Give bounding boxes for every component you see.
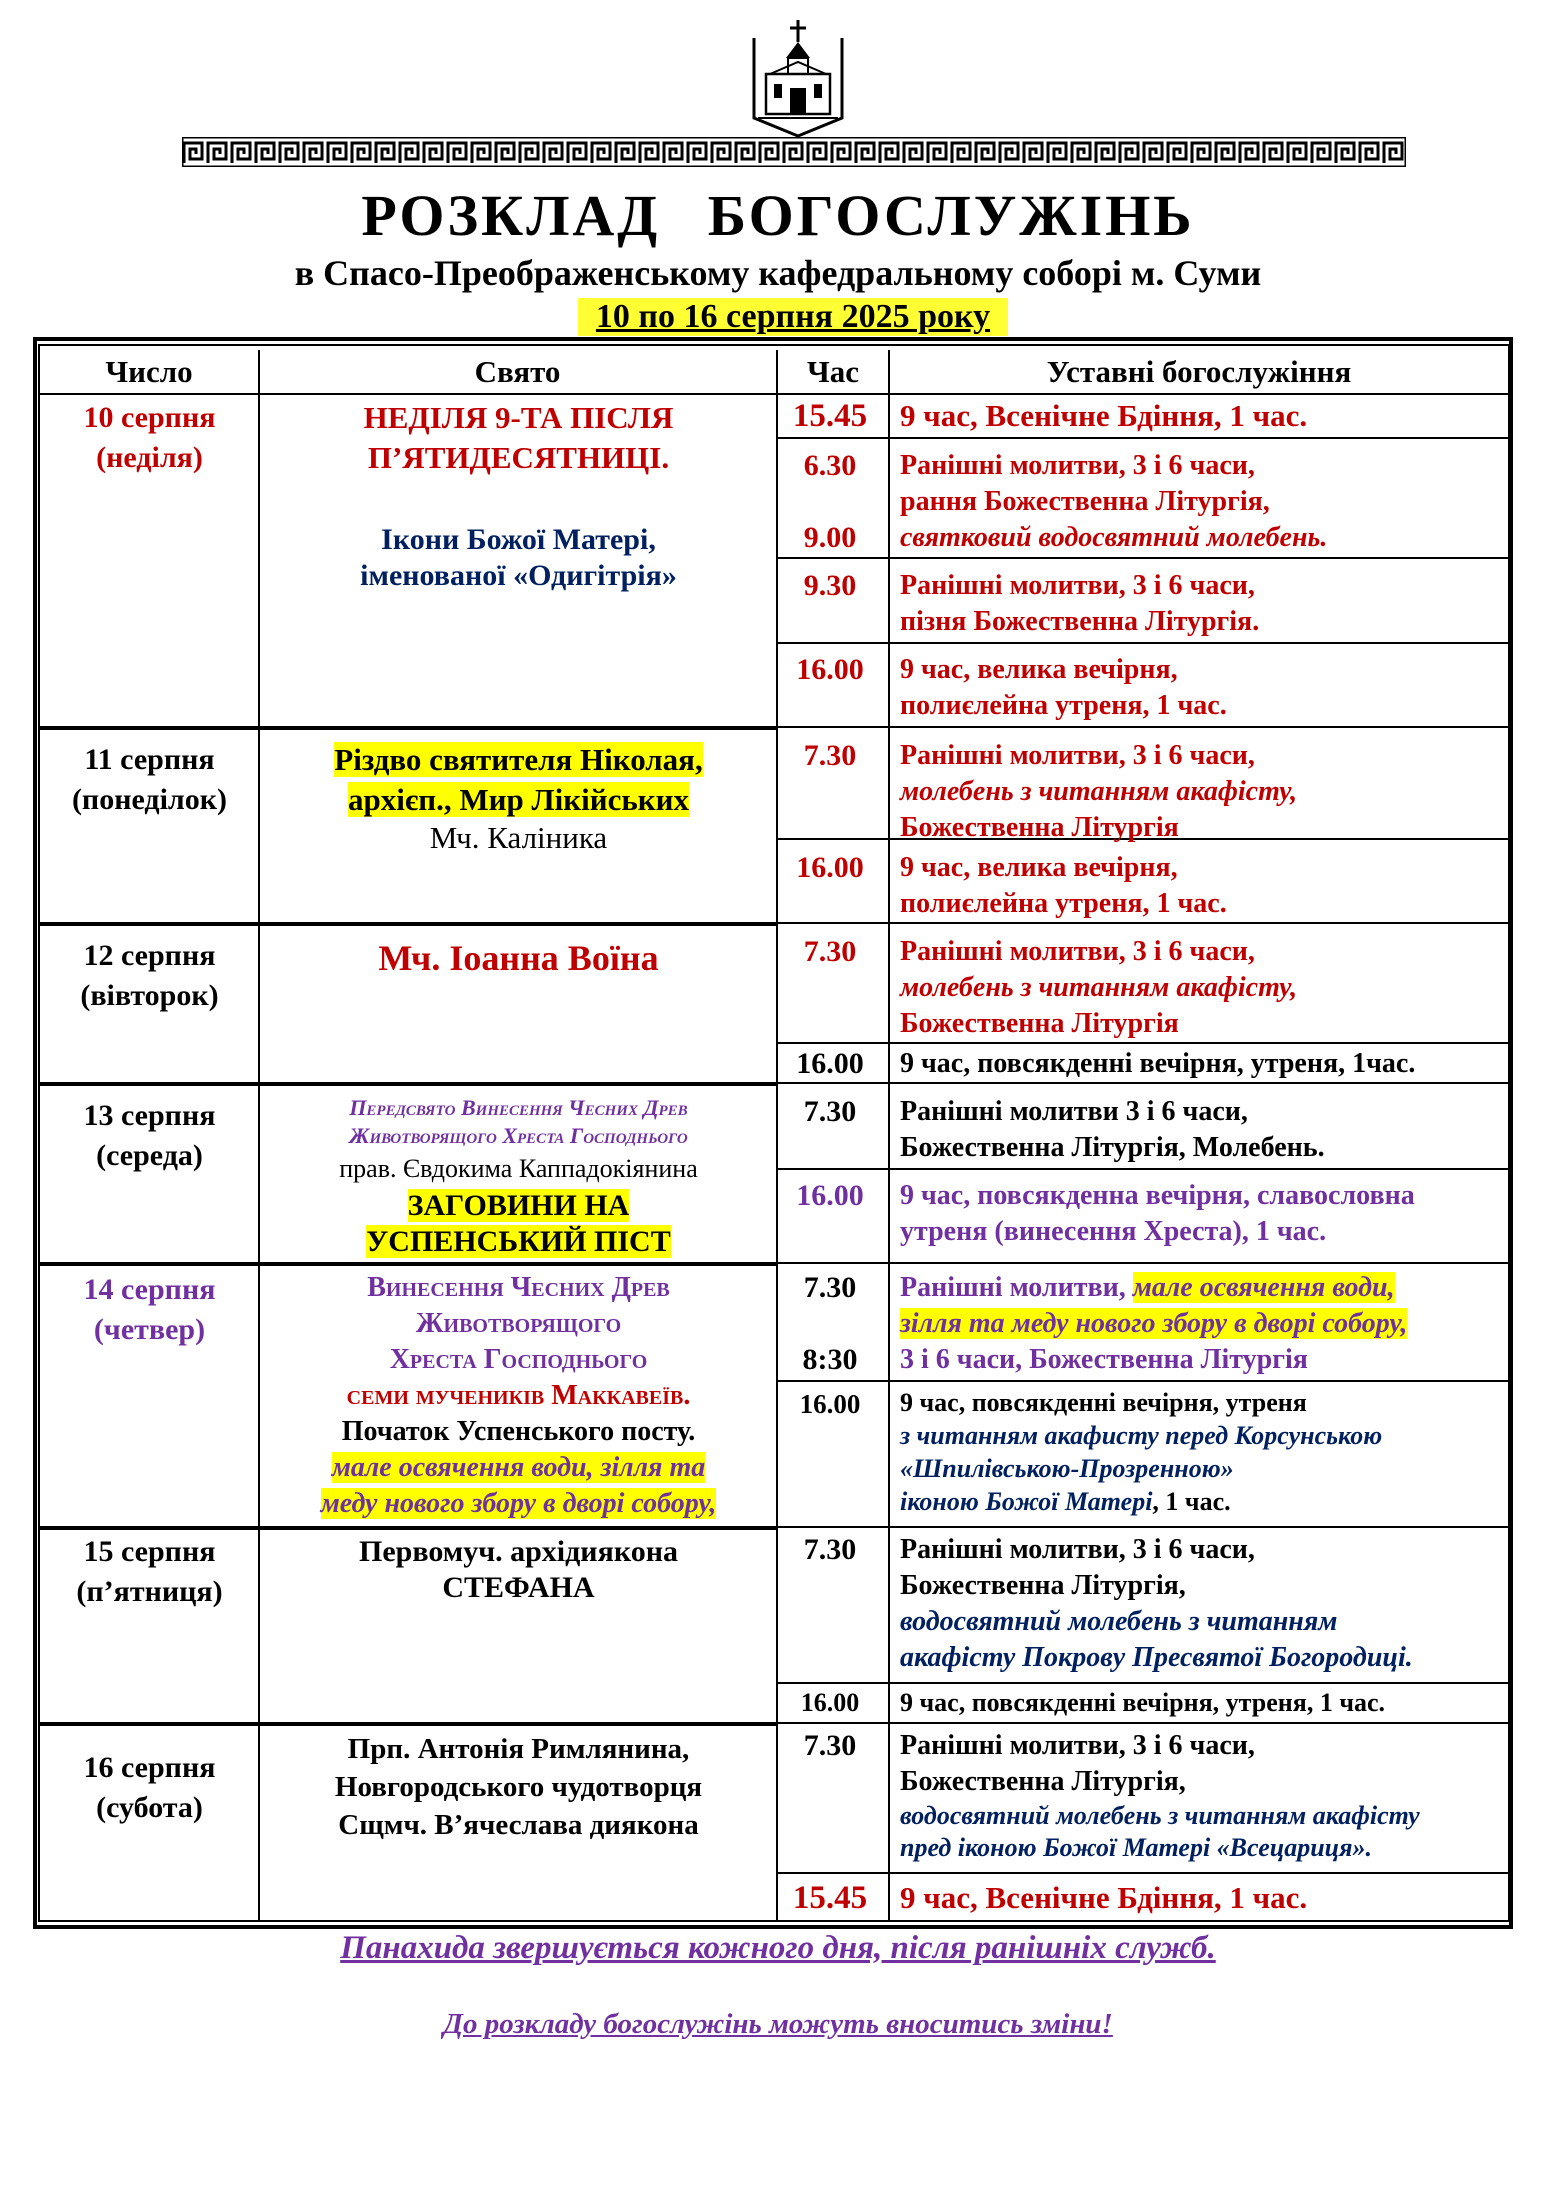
feast-name: Ікони Божої Матері, іменованої «Одигітрія»: [360, 523, 677, 592]
row-divider: [776, 1042, 1510, 1044]
row-divider: [776, 437, 1510, 439]
row-divider: [776, 1082, 1510, 1084]
service-time: 7.30: [803, 1533, 857, 1566]
feast-name: семи мучеників Маккавеїв.: [346, 1380, 691, 1411]
service-time: 7.30: [803, 1271, 857, 1304]
service-time: 16.00: [796, 653, 864, 686]
column-header-date: Число: [105, 354, 193, 389]
service-time: 16.00: [796, 1179, 864, 1212]
row-divider: [776, 1682, 1510, 1684]
service-description: Ранішні молитви, 3 і 6 часи, Божественна Літургія, водосвятний молебень з читанням акафісту Покрову Пресвятої Богородиці.: [900, 1534, 1413, 1673]
column-divider: [776, 350, 778, 1922]
day-divider: [40, 1722, 776, 1726]
service-description: 9 час, повсякденна вечірня, славословна утреня (винесення Хреста), 1 час.: [900, 1180, 1415, 1247]
column-header-services: Уставні богослужіння: [1046, 354, 1352, 389]
day-date: 14 серпня (четвер): [83, 1273, 216, 1346]
feast-name: Різдво святителя Ніколая, архієп., Мир Лікійських Мч. Каліника: [334, 742, 703, 855]
feast-name: прав. Євдокима Каппадокіянина: [339, 1154, 698, 1183]
service-time: 16.00: [799, 1389, 861, 1419]
day-divider: [40, 922, 776, 926]
column-header-feast: Свято: [474, 354, 561, 389]
feast-name: Передсвято Винесення Чесних Древ Животворящого Хреста Господнього: [349, 1095, 688, 1148]
day-divider: [40, 1082, 776, 1086]
feast-name: ЗАГОВИНИ НА УСПЕНСЬКИЙ ПІСТ: [366, 1189, 671, 1258]
day-divider: [40, 1526, 776, 1530]
column-header-time: Час: [806, 354, 859, 389]
feast-name: Початок Успенського посту.: [341, 1416, 696, 1447]
service-description: Ранішні молитви, 3 і 6 часи, рання Божественна Літургія, святковий водосвятний молебень.: [900, 450, 1328, 553]
service-description: Ранішні молитви, 3 і 6 часи, пізня Божественна Літургія.: [900, 570, 1260, 637]
service-time: 6.30: [803, 449, 857, 482]
row-divider: [776, 1262, 1510, 1264]
row-divider: [776, 1722, 1510, 1724]
greek-key-border: [182, 137, 1406, 167]
day-date: 15 серпня (п’ятниця): [76, 1535, 223, 1608]
date-range: 10 по 16 серпня 2025 року: [578, 298, 1008, 336]
service-description: 9 час, повсякденні вечірня, утреня, 1час.: [900, 1048, 1416, 1079]
row-divider: [776, 1526, 1510, 1528]
day-date: 11 серпня (понеділок): [71, 743, 228, 816]
page-title: РОЗКЛАД БОГОСЛУЖІНЬ: [361, 183, 1195, 248]
row-divider: [40, 393, 1510, 395]
service-description: 9 час, повсякденні вечірня, утреня з читанням акафисту перед Корсунською «Шпилівською-Прозренною» іконою Божої Матері, 1 час.: [900, 1388, 1383, 1516]
row-divider: [776, 1380, 1510, 1382]
service-description: 9 час, Всенічне Бдіння, 1 час.: [900, 398, 1308, 433]
service-description: Ранішні молитви, 3 і 6 часи, Божественна Літургія, водосвятний молебень з читанням акафісту пред іконою Божої Матері «Всецариця».: [900, 1730, 1420, 1862]
cathedral-logo: [750, 18, 846, 138]
feast-name: Первомуч. архідиякона СТЕФАНА: [359, 1535, 678, 1604]
service-description: Ранішні молитви, мале освячення води, зілля та меду нового збору в дворі собору, 3 і 6 часи, Божественна Літургія: [900, 1272, 1408, 1375]
day-divider: [40, 1262, 776, 1266]
service-time: 16.00: [800, 1688, 860, 1717]
service-description: 9 час, повсякденні вечірня, утреня, 1 час.: [900, 1688, 1386, 1717]
service-time: 16.00: [796, 1047, 864, 1080]
service-time: 7.30: [803, 1729, 857, 1762]
row-divider: [776, 1872, 1510, 1874]
service-description: 9 час, велика вечірня, полиєлейна утреня, 1 час.: [900, 852, 1227, 919]
feast-name: мале освячення води, зілля та меду нового збору в дворі собору,: [320, 1452, 717, 1519]
service-time: 7.30: [803, 935, 857, 968]
feast-name: Мч. Іоанна Воїна: [378, 938, 659, 978]
service-time: 9.00: [803, 521, 857, 554]
service-description: Ранішні молитви, 3 і 6 часи, молебень з читанням акафісту, Божественна Літургія: [900, 936, 1298, 1039]
service-time: 7.30: [803, 1095, 857, 1128]
row-divider: [776, 1168, 1510, 1170]
service-time: 7.30: [803, 739, 857, 772]
service-time: 9.30: [803, 569, 857, 602]
service-description: 9 час, велика вечірня, полиєлейна утреня, 1 час.: [900, 654, 1227, 721]
service-time: 8:30: [802, 1343, 858, 1376]
page-subtitle: в Спасо-Преображенському кафедральному соборі м. Суми: [294, 253, 1262, 293]
day-date: 12 серпня (вівторок): [80, 939, 219, 1012]
service-description: Ранішні молитви 3 і 6 часи, Божественна Літургія, Молебень.: [900, 1096, 1325, 1163]
service-time: 15.45: [792, 398, 868, 434]
row-divider: [776, 726, 1510, 728]
service-description: 9 час, Всенічне Бдіння, 1 час.: [900, 1880, 1308, 1915]
column-divider: [888, 350, 890, 1922]
feast-name: Винесення Чесних Древ Животворящого Хреста Господнього: [367, 1272, 670, 1375]
schedule-change-note: До розкладу богослужінь можуть вноситись зміни!: [443, 2008, 1113, 2040]
row-divider: [776, 557, 1510, 559]
day-date: 16 серпня (субота): [83, 1751, 216, 1824]
feast-name: НЕДІЛЯ 9-ТА ПІСЛЯ П’ЯТИДЕСЯТНИЦІ.: [363, 400, 674, 475]
service-time: 16.00: [796, 851, 864, 884]
row-divider: [776, 922, 1510, 924]
service-description: Ранішні молитви, 3 і 6 часи, молебень з читанням акафісту, Божественна Літургія: [900, 740, 1298, 843]
day-date: 10 серпня (неділя): [83, 401, 216, 474]
row-divider: [776, 642, 1510, 644]
service-time: 15.45: [792, 1880, 868, 1916]
feast-name: Прп. Антонія Римлянина, Новгородського чудотворця Сщмч. В’ячеслава диякона: [334, 1733, 703, 1841]
day-divider: [40, 726, 776, 730]
memorial-service-note: Панахида звершується кожного дня, після ранішніх служб.: [340, 1930, 1216, 1966]
day-date: 13 серпня (середа): [83, 1099, 216, 1172]
column-divider: [258, 350, 260, 1922]
